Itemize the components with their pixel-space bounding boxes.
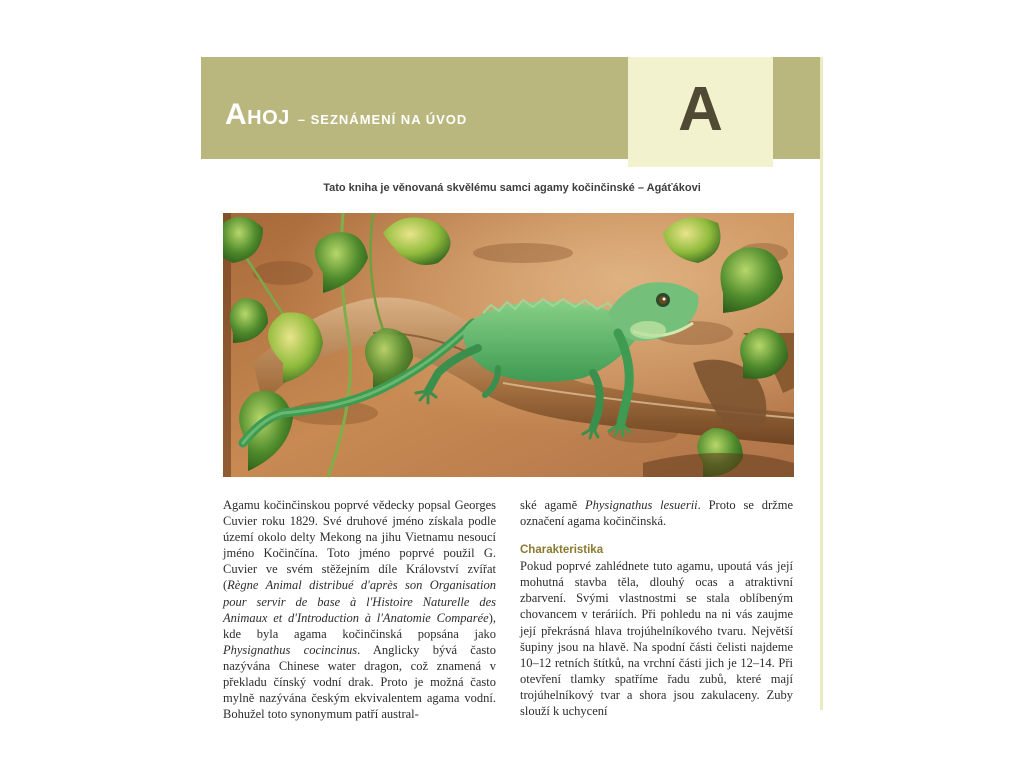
chapter-letter-box bbox=[628, 57, 773, 167]
intro-latin-name: Physignathus cocincinus bbox=[223, 642, 358, 657]
section-heading-charakteristika: Charakteristika bbox=[520, 544, 604, 557]
page-edge-strip bbox=[820, 57, 823, 710]
dedication-line: Tato kniha je věnovaná skvělému samci agamy kočinčinské – Agáťákovi bbox=[323, 182, 701, 194]
charakteristika-paragraph: Pokud poprvé zahlédnete tuto agamu, upoutá vás její mohutná stavba těla, dlouhý ocas a atraktivní zbarvení. Svými vlastnostmi se stala oblíbeným chovancem v teráriích. Při pohledu na ni vás zaujme její překrásná hlava trojúhelníkového tvaru. Největší šupiny jsou na hlavě. Na spodní části čelisti najdeme 10–12 retních štítků, na vrchní části jich je 12–14. Při otevření tlamky spatříme řadu zubů, které mají trojúhelníkový tvar a shora jsou zakulaceny. Zuby slouží k uchycení bbox=[520, 559, 793, 719]
chapter-title-initial: A bbox=[225, 98, 248, 131]
book-page bbox=[201, 57, 823, 722]
continuation-text-1: ské agamě bbox=[520, 498, 585, 512]
chapter-title-rest: HOJ bbox=[247, 107, 290, 129]
intro-text-2: ), kde byla agama kočinčinská popsána jako bbox=[223, 610, 496, 641]
intro-paragraph bbox=[223, 497, 496, 722]
text-column-right bbox=[520, 497, 793, 719]
intro-book-title: Règne Animal distribué d'après son Organisation pour servir de base à l'Histoire Naturelle des Animaux et d'Introduction à l'Anatomie Comparée bbox=[223, 578, 496, 625]
intro-text-3: . Anglicky bývá často nazývána Chinese water dragon, což znamená v překladu čínský vodní drak. Proto je možná často mylně nazývána českým ekvivalentem agama vodní. Bohužel toto synonymum patří austral- bbox=[223, 642, 496, 722]
lizard-photo bbox=[223, 213, 794, 477]
chapter-title bbox=[225, 98, 467, 132]
continuation-latin-name: Physignathus lesuerii bbox=[584, 498, 698, 512]
continuation-text-2: . Proto se držme označení agama kočinčinská. bbox=[520, 498, 793, 529]
text-column-left bbox=[223, 497, 496, 722]
chapter-letter: A bbox=[678, 75, 723, 144]
intro-continuation bbox=[520, 497, 793, 529]
intro-text-1: Agamu kočinčinskou poprvé vědecky popsal Georges Cuvier roku 1829. Své druhové jméno získala podle území okolo delty Mekong na jihu Vietnamu nesoucí jméno Kočinčína. Toto jméno poprvé použil G. Cuvier ve svém stěžejním díle Království zvířat ( bbox=[223, 498, 496, 593]
chapter-subtitle: – SEZNÁMENÍ NA ÚVOD bbox=[297, 112, 468, 127]
